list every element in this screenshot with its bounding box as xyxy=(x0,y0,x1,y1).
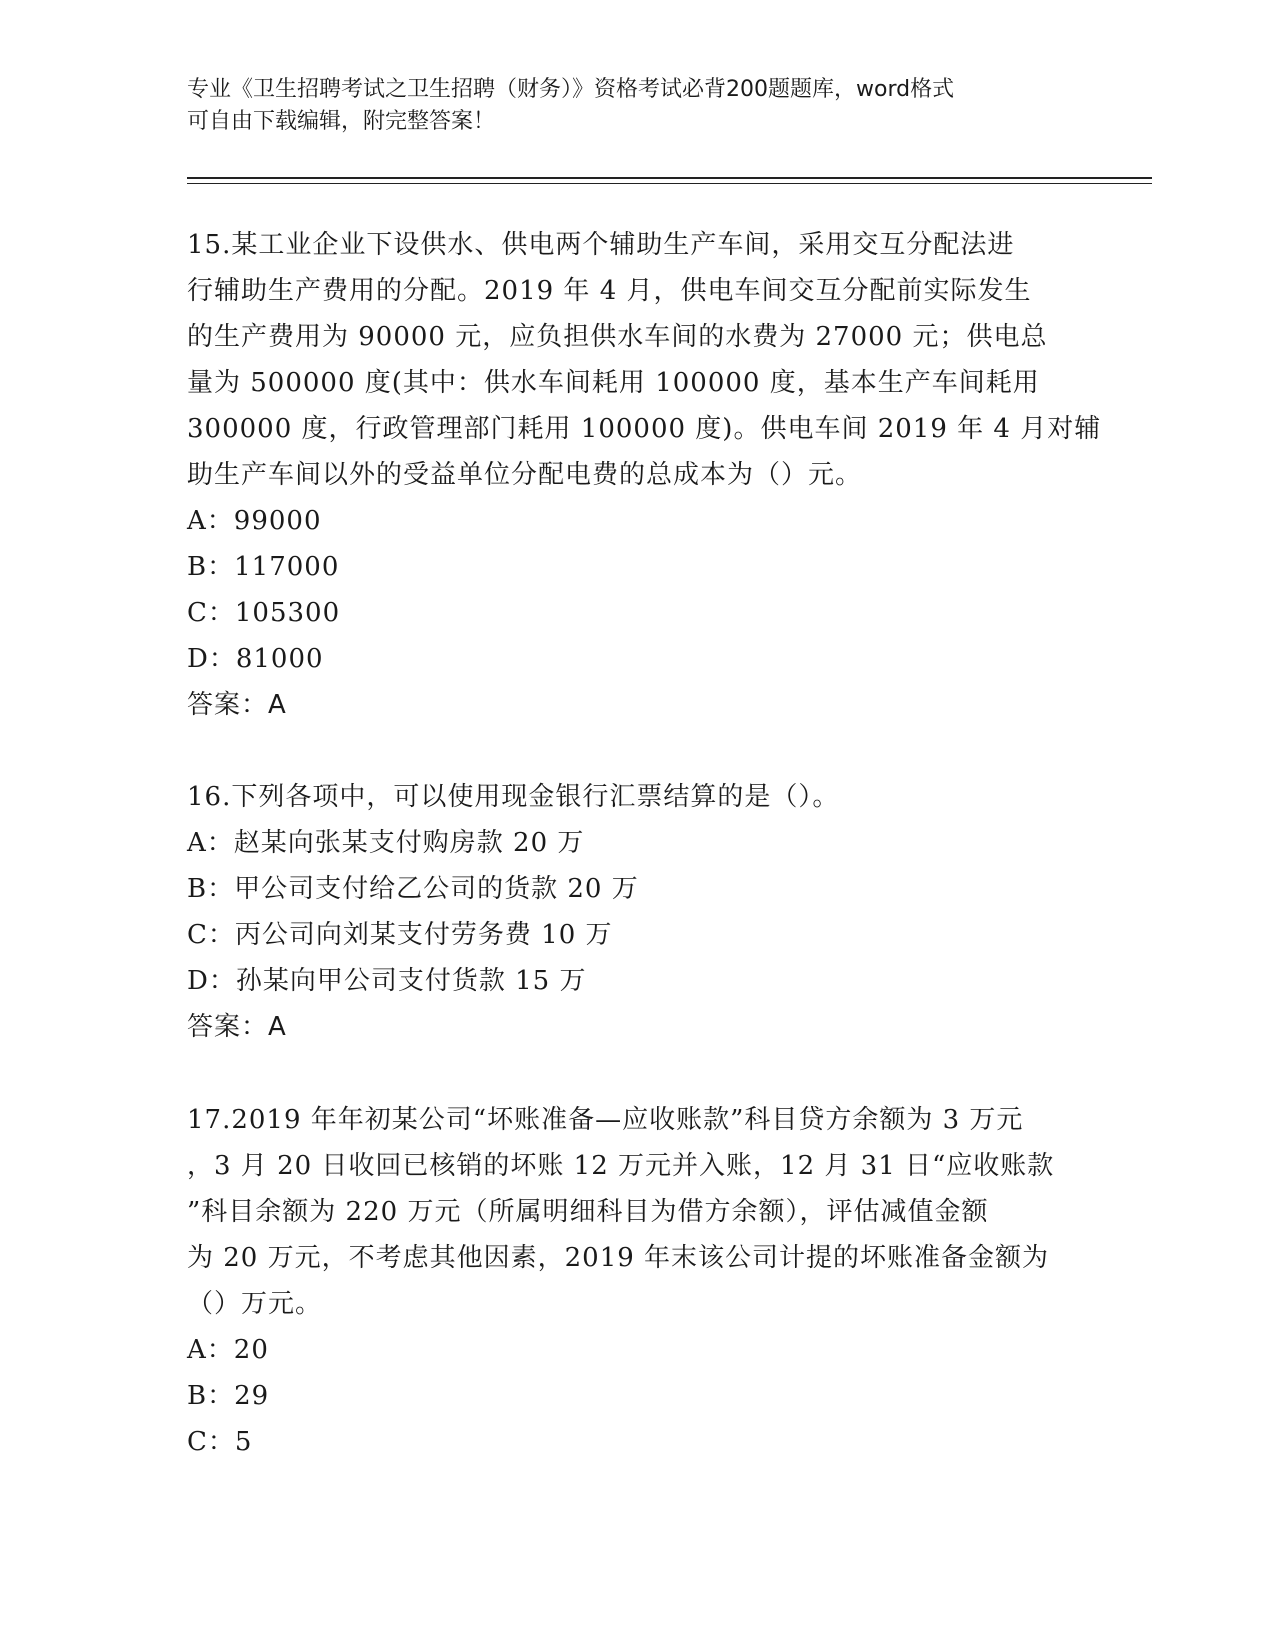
option-b: B：29 xyxy=(187,1381,270,1411)
question-stem-line: 17.2019 年年初某公司“坏账准备—应收账款”科目贷方余额为 3 万元 xyxy=(187,1105,1024,1135)
question-stem-line: 量为 500000 度(其中：供水车间耗用 100000 度，基本生产车间耗用 xyxy=(187,368,1040,398)
question-stem-line: 15.某工业企业下设供水、供电两个辅助生产车间，采用交互分配法进 xyxy=(187,230,1015,260)
option-d: D：81000 xyxy=(187,644,324,674)
question-stem-line: （）万元。 xyxy=(187,1289,323,1319)
question-stem-line: 的生产费用为 90000 元，应负担供水车间的水费为 27000 元；供电总 xyxy=(187,322,1048,352)
question-16 xyxy=(187,774,1087,1050)
question-stem-line: ，3 月 20 日收回已核销的坏账 12 万元并入账，12 月 31 日“应收账款 xyxy=(187,1151,1055,1181)
question-stem-line: ”科目余额为 220 万元（所属明细科目为借方余额），评估减值金额 xyxy=(187,1197,989,1227)
header-divider xyxy=(187,177,1152,179)
header-divider-thin xyxy=(187,183,1152,184)
question-stem-line: 行辅助生产费用的分配。2019 年 4 月，供电车间交互分配前实际发生 xyxy=(187,276,1032,306)
option-b: B：甲公司支付给乙公司的货款 20 万 xyxy=(187,874,639,904)
answer-line: 答案：A xyxy=(187,690,287,720)
question-17 xyxy=(187,1097,1087,1465)
answer-line: 答案：A xyxy=(187,1012,287,1042)
option-c: C：5 xyxy=(187,1427,253,1457)
header-line: 专业《卫生招聘考试之卫生招聘（财务）》资格考试必背200题题库，word格式 xyxy=(187,77,955,102)
option-c: C：丙公司向刘某支付劳务费 10 万 xyxy=(187,920,613,950)
option-c: C：105300 xyxy=(187,598,341,628)
question-stem-line: 300000 度，行政管理部门耗用 100000 度)。供电车间 2019 年 4 月对辅 xyxy=(187,414,1102,444)
option-b: B：117000 xyxy=(187,552,340,582)
option-d: D：孙某向甲公司支付货款 15 万 xyxy=(187,966,587,996)
option-a: A：99000 xyxy=(187,506,322,536)
option-a: A：赵某向张某支付购房款 20 万 xyxy=(187,828,585,858)
question-stem-line: 助生产车间以外的受益单位分配电费的总成本为（）元。 xyxy=(187,460,863,490)
question-stem-line: 为 20 万元，不考虑其他因素，2019 年末该公司计提的坏账准备金额为 xyxy=(187,1243,1050,1273)
header-line: 可自由下载编辑，附完整答案！ xyxy=(187,109,496,134)
option-a: A：20 xyxy=(187,1335,269,1365)
question-15 xyxy=(187,222,1102,728)
document-header xyxy=(187,74,1087,138)
question-stem-line: 16.下列各项中，可以使用现金银行汇票结算的是（）。 xyxy=(187,782,840,812)
